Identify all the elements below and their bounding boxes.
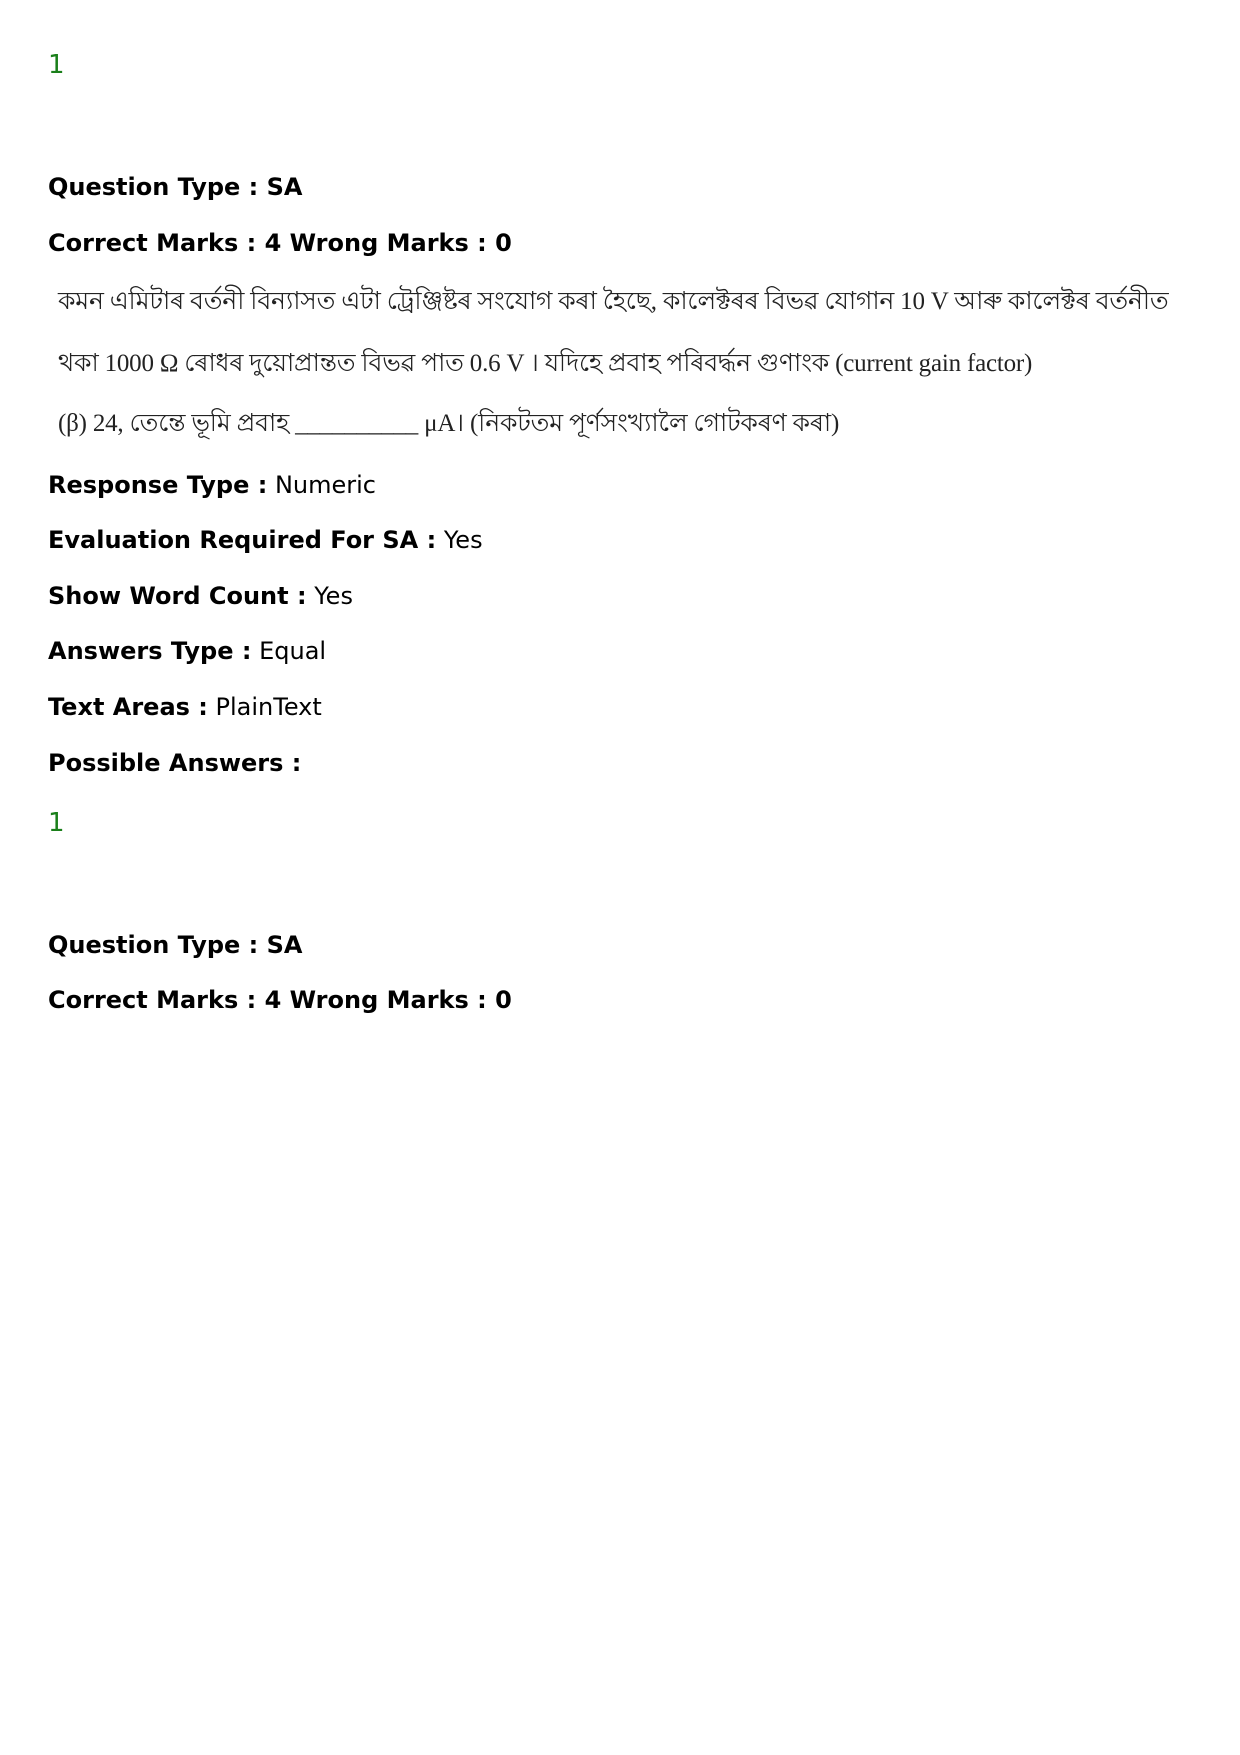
show-word-count-value: Yes: [314, 582, 353, 610]
response-type-label: Response Type :: [48, 471, 268, 499]
evaluation-required-value: Yes: [443, 526, 483, 554]
evaluation-required-label: Evaluation Required For SA :: [48, 526, 437, 554]
answers-type-label: Answers Type :: [48, 637, 252, 665]
marks-info: Correct Marks : 4 Wrong Marks : 0: [48, 986, 512, 1014]
answer-number: 1: [48, 50, 65, 80]
question-image: [48, 273, 1169, 445]
question-text-line: থকা 1000 Ω ৰোধৰ দুয়োপ্ৰান্তত বিভৱ পাত 0.6 V । যদিহে প্ৰবাহ পৰিবৰ্দ্ধন গুণাংক (current gain factor): [58, 350, 1033, 377]
answers-type-row: [48, 639, 326, 663]
answer-number: 1: [48, 808, 65, 838]
text-areas-label: Text Areas :: [48, 693, 208, 721]
question-type: Question Type : SA: [48, 931, 303, 959]
text-areas-row: [48, 695, 322, 719]
text-areas-value: PlainText: [215, 693, 322, 721]
response-type-row: [48, 473, 376, 497]
question-text-line: (β) 24, তেন্তে ভূমি প্ৰবাহ __________ μA। (নিকটতম পূৰ্ণসংখ্যালৈ গোটকৰণ কৰা): [58, 410, 840, 437]
answers-type-value: Equal: [259, 637, 327, 665]
show-word-count-label: Show Word Count :: [48, 582, 307, 610]
marks-info: Correct Marks : 4 Wrong Marks : 0: [48, 229, 512, 257]
question-type: Question Type : SA: [48, 173, 303, 201]
evaluation-required-row: [48, 528, 483, 552]
show-word-count-row: [48, 584, 353, 608]
question-text-line: কমন এমিটাৰ বৰ্তনী বিন্যাসত এটা ট্ৰেঞ্জিষ্টৰ সংযোগ কৰা হৈছে, কালেক্টৰৰ বিভৱ যোগান 10 V আৰু কালেক্টৰ বৰ্তনীত: [58, 288, 1169, 315]
possible-answers-label: Possible Answers :: [48, 749, 302, 777]
response-type-value: Numeric: [274, 471, 376, 499]
